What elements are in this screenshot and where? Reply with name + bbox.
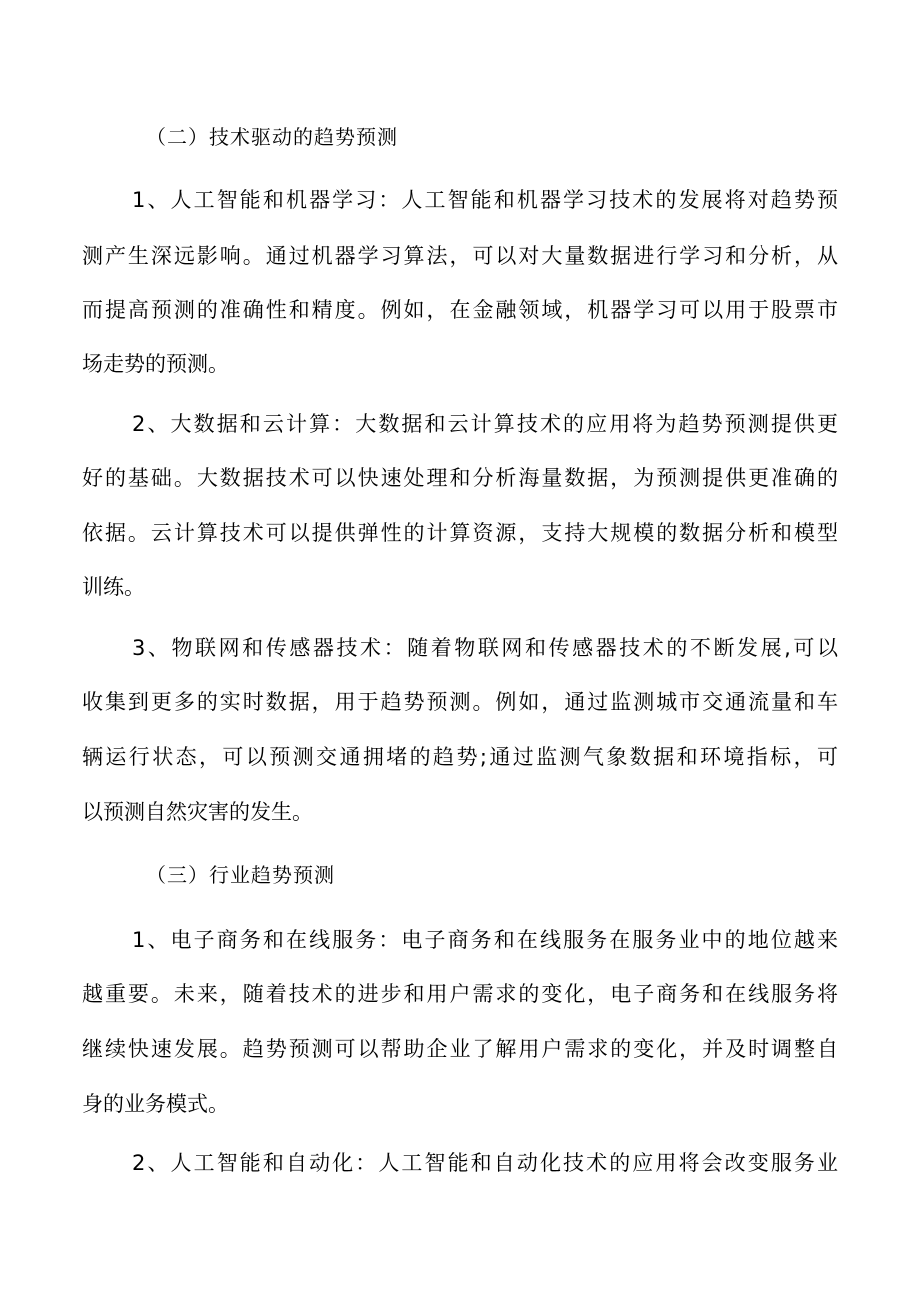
paragraph-automation-line-1: 2、人工智能和自动化：人工智能和自动化技术的应用将会改变服务业 xyxy=(132,1151,838,1175)
paragraph-iot-line-2: 收集到更多的实时数据，用于趋势预测。例如，通过监测城市交通流量和车 xyxy=(82,690,838,714)
paragraph-ecommerce-line-4: 身的业务模式。 xyxy=(82,1092,229,1116)
paragraph-iot-line-1: 3、物联网和传感器技术：随着物联网和传感器技术的不断发展,可以 xyxy=(132,636,838,660)
paragraph-ai-ml-line-4: 场走势的预测。 xyxy=(82,352,229,376)
paragraph-iot-line-4: 以预测自然灾害的发生。 xyxy=(82,800,313,824)
paragraph-ai-ml-line-3: 而提高预测的准确性和精度。例如，在金融领域，机器学习可以用于股票市 xyxy=(82,298,838,322)
paragraph-ecommerce-line-3: 继续快速发展。趋势预测可以帮助企业了解用户需求的变化，并及时调整自 xyxy=(82,1037,838,1061)
paragraph-iot-line-3: 辆运行状态，可以预测交通拥堵的趋势;通过监测气象数据和环境指标，可 xyxy=(82,745,838,769)
paragraph-bigdata-line-4: 训练。 xyxy=(82,575,145,599)
paragraph-bigdata-line-1: 2、大数据和云计算：大数据和云计算技术的应用将为趋势预测提供更 xyxy=(132,412,838,436)
section-heading-technology-driven: （二）技术驱动的趋势预测 xyxy=(146,125,398,149)
paragraph-bigdata-line-2: 好的基础。大数据技术可以快速处理和分析海量数据，为预测提供更准确的 xyxy=(82,466,838,490)
section-heading-industry-trends: （三）行业趋势预测 xyxy=(146,863,335,887)
paragraph-ai-ml-line-1: 1、人工智能和机器学习：人工智能和机器学习技术的发展将对趋势预 xyxy=(132,188,838,212)
paragraph-ecommerce-line-1: 1、电子商务和在线服务：电子商务和在线服务在服务业中的地位越来 xyxy=(132,928,838,952)
paragraph-ecommerce-line-2: 越重要。未来，随着技术的进步和用户需求的变化，电子商务和在线服务将 xyxy=(82,982,838,1006)
paragraph-bigdata-line-3: 依据。云计算技术可以提供弹性的计算资源，支持大规模的数据分析和模型 xyxy=(82,521,838,545)
paragraph-ai-ml-line-2: 测产生深远影响。通过机器学习算法，可以对大量数据进行学习和分析，从 xyxy=(82,244,838,268)
